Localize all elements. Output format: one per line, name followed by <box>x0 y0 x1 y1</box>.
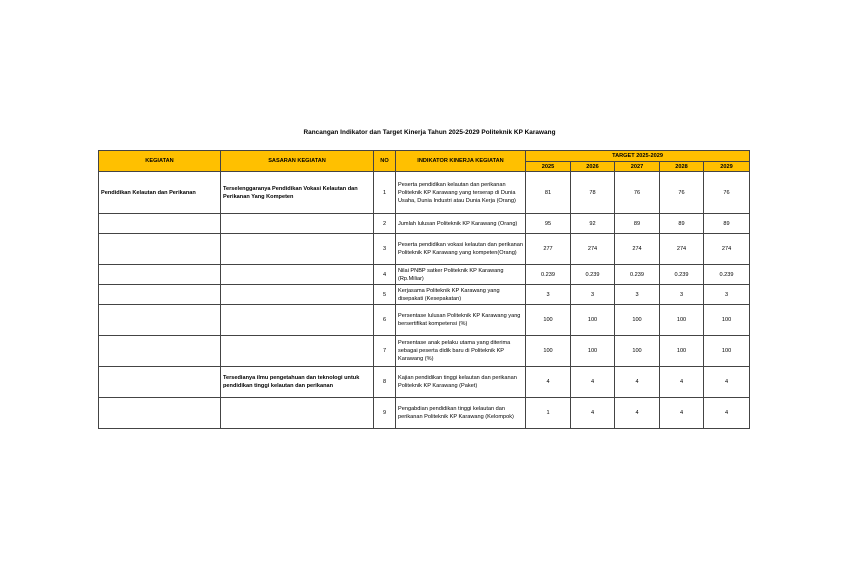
target-2026-cell: 4 <box>571 367 615 398</box>
target-2029-cell: 4 <box>704 398 750 429</box>
header-no: NO <box>374 151 396 172</box>
table-row <box>99 398 750 429</box>
kegiatan-cell <box>99 234 221 265</box>
indikator-cell: Peserta pendidikan vokasi kelautan dan perikanan Politeknik KP Karawang yang kompeten(Orang) <box>396 234 526 265</box>
target-2029-cell: 4 <box>704 367 750 398</box>
target-2029-cell: 3 <box>704 285 750 305</box>
kegiatan-cell <box>99 285 221 305</box>
no-cell: 6 <box>374 305 396 336</box>
target-2029-cell: 76 <box>704 172 750 214</box>
no-cell: 4 <box>374 265 396 285</box>
target-2027-cell: 3 <box>615 285 660 305</box>
target-2026-cell: 0.239 <box>571 265 615 285</box>
header-year-2025: 2025 <box>526 162 571 172</box>
target-2027-cell: 4 <box>615 367 660 398</box>
target-2025-cell: 81 <box>526 172 571 214</box>
target-2027-cell: 100 <box>615 336 660 367</box>
target-2029-cell: 100 <box>704 305 750 336</box>
target-2026-cell: 100 <box>571 336 615 367</box>
target-2025-cell: 0.239 <box>526 265 571 285</box>
target-2026-cell: 3 <box>571 285 615 305</box>
no-cell: 9 <box>374 398 396 429</box>
table-row <box>99 265 750 285</box>
target-2026-cell: 78 <box>571 172 615 214</box>
target-2026-cell: 4 <box>571 398 615 429</box>
header-year-2028: 2028 <box>660 162 704 172</box>
target-2028-cell: 274 <box>660 234 704 265</box>
no-cell: 1 <box>374 172 396 214</box>
indikator-cell: Persentase lulusan Politeknik KP Karawang yang bersertifikat kompetensi (%) <box>396 305 526 336</box>
target-2028-cell: 0.239 <box>660 265 704 285</box>
no-cell: 3 <box>374 234 396 265</box>
target-2029-cell: 0.239 <box>704 265 750 285</box>
table-row <box>99 367 750 398</box>
header-year-2027: 2027 <box>615 162 660 172</box>
header-year-2026: 2026 <box>571 162 615 172</box>
header-sasaran-kegiatan: SASARAN KEGIATAN <box>221 151 374 172</box>
no-cell: 8 <box>374 367 396 398</box>
table-row <box>99 214 750 234</box>
indikator-cell: Kajian pendidikan tinggi kelautan dan perikanan Politeknik KP Karawang (Paket) <box>396 367 526 398</box>
target-2028-cell: 89 <box>660 214 704 234</box>
target-2027-cell: 100 <box>615 305 660 336</box>
target-2027-cell: 76 <box>615 172 660 214</box>
indikator-cell: Persentase anak pelaku utama yang diterima sebagai peserta didik baru di Politeknik KP Karawang (%) <box>396 336 526 367</box>
kegiatan-cell <box>99 214 221 234</box>
indikator-cell: Pengabdian pendidikan tinggi kelautan dan perikanan Politeknik KP Karawang (Kelompok) <box>396 398 526 429</box>
kegiatan-cell <box>99 336 221 367</box>
kegiatan-cell: Pendidikan Kelautan dan Perikanan <box>99 172 221 214</box>
target-2025-cell: 277 <box>526 234 571 265</box>
target-2027-cell: 89 <box>615 214 660 234</box>
target-2026-cell: 274 <box>571 234 615 265</box>
sasaran-cell <box>221 305 374 336</box>
target-2027-cell: 274 <box>615 234 660 265</box>
kegiatan-cell <box>99 265 221 285</box>
indikator-cell: Kerjasama Politeknik KP Karawang yang disepakati (Kesepakatan) <box>396 285 526 305</box>
target-2029-cell: 89 <box>704 214 750 234</box>
indikator-cell: Jumlah lulusan Politeknik KP Karawang (Orang) <box>396 214 526 234</box>
header-kegiatan: KEGIATAN <box>99 151 221 172</box>
target-2027-cell: 0.239 <box>615 265 660 285</box>
target-2027-cell: 4 <box>615 398 660 429</box>
kegiatan-cell <box>99 367 221 398</box>
performance-target-table <box>98 150 750 429</box>
target-2025-cell: 3 <box>526 285 571 305</box>
target-2025-cell: 1 <box>526 398 571 429</box>
table-row <box>99 234 750 265</box>
sasaran-cell <box>221 265 374 285</box>
indikator-cell: Peserta pendidikan kelautan dan perikanan Politeknik KP Karawang yang terserap di Dunia Usaha, Dunia Industri atau Dunia Kerja (Orang) <box>396 172 526 214</box>
header-indikator-kinerja: INDIKATOR KINERJA KEGIATAN <box>396 151 526 172</box>
kegiatan-cell <box>99 305 221 336</box>
no-cell: 7 <box>374 336 396 367</box>
target-2025-cell: 100 <box>526 305 571 336</box>
sasaran-cell <box>221 285 374 305</box>
sasaran-cell <box>221 398 374 429</box>
table-row <box>99 336 750 367</box>
target-2029-cell: 274 <box>704 234 750 265</box>
table-row <box>99 305 750 336</box>
target-2029-cell: 100 <box>704 336 750 367</box>
target-2026-cell: 92 <box>571 214 615 234</box>
indikator-cell: Nilai PNBP satker Politeknik KP Karawang (Rp.Miliar) <box>396 265 526 285</box>
header-target: TARGET 2025-2029 <box>526 151 750 162</box>
target-2025-cell: 4 <box>526 367 571 398</box>
target-2028-cell: 100 <box>660 336 704 367</box>
sasaran-cell: Tersedianya ilmu pengetahuan dan teknologi untuk pendidikan tinggi kelautan dan perikanan <box>221 367 374 398</box>
no-cell: 2 <box>374 214 396 234</box>
document-title: Rancangan Indikator dan Target Kinerja Tahun 2025-2029 Politeknik KP Karawang <box>303 129 556 136</box>
target-2025-cell: 100 <box>526 336 571 367</box>
target-2028-cell: 3 <box>660 285 704 305</box>
sasaran-cell <box>221 234 374 265</box>
target-2028-cell: 100 <box>660 305 704 336</box>
header-year-2029: 2029 <box>704 162 750 172</box>
target-2026-cell: 100 <box>571 305 615 336</box>
target-2028-cell: 4 <box>660 398 704 429</box>
sasaran-cell <box>221 214 374 234</box>
no-cell: 5 <box>374 285 396 305</box>
target-2028-cell: 4 <box>660 367 704 398</box>
sasaran-cell: Terselenggaranya Pendidikan Vokasi Kelautan dan Perikanan Yang Kompeten <box>221 172 374 214</box>
target-2025-cell: 95 <box>526 214 571 234</box>
table-row <box>99 285 750 305</box>
sasaran-cell <box>221 336 374 367</box>
target-2028-cell: 76 <box>660 172 704 214</box>
table-row <box>99 172 750 214</box>
kegiatan-cell <box>99 398 221 429</box>
